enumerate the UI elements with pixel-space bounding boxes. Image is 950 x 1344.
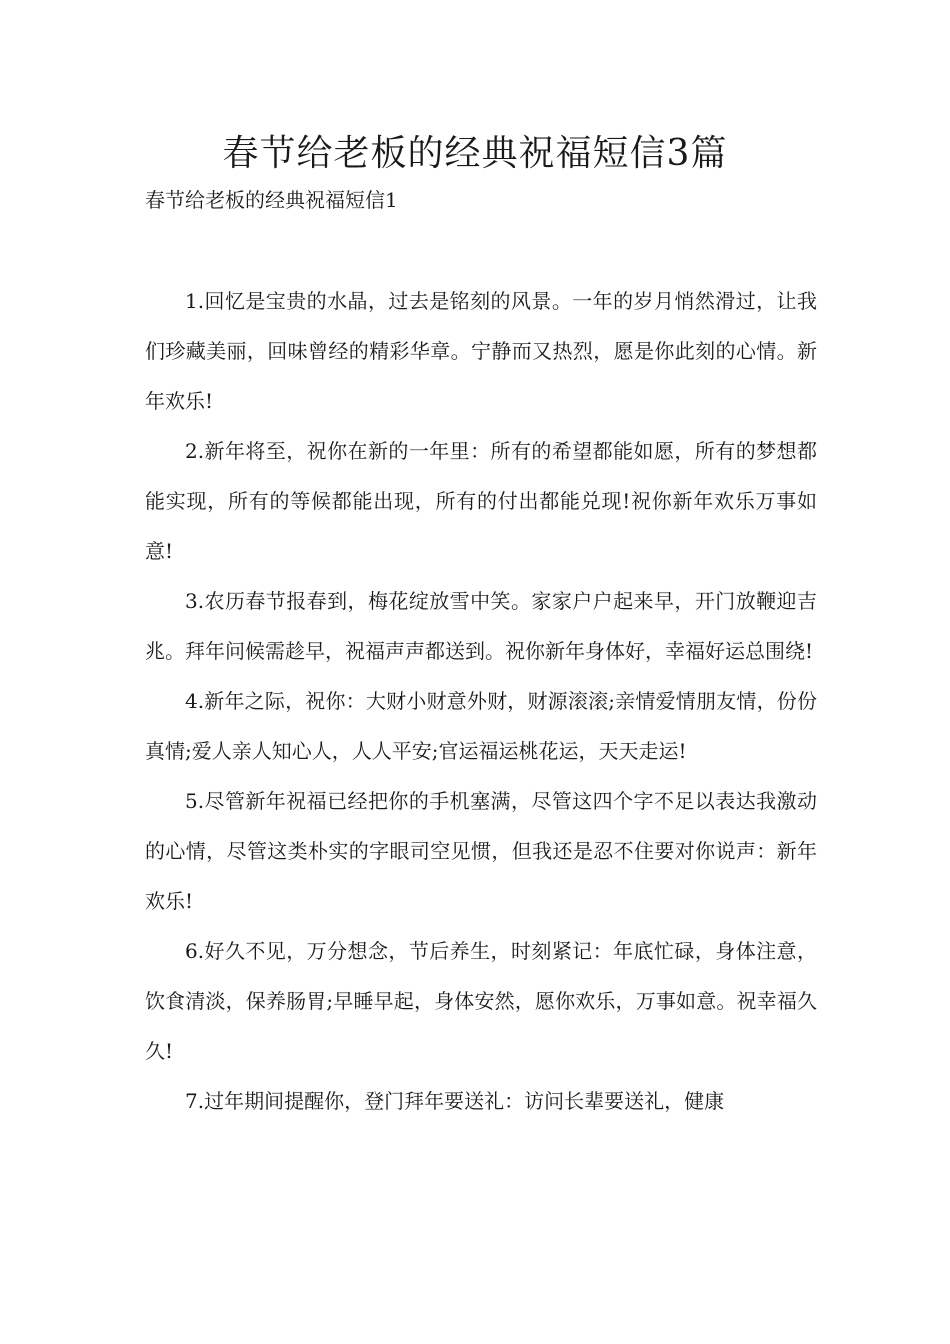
paragraph-5: 5.尽管新年祝福已经把你的手机塞满，尽管这四个字不足以表达我激动的心情，尽管这类朴实的字眼司空见惯，但我还是忍不住要对你说声：新年欢乐! [145, 789, 817, 913]
paragraph-7: 7.过年期间提醒你，登门拜年要送礼：访问长辈要送礼，健康 [185, 1089, 725, 1113]
section-heading: 春节给老板的经典祝福短信1 [145, 188, 398, 212]
paragraph-6: 6.好久不见，万分想念，节后养生，时刻紧记：年底忙碌，身体注意，饮食清淡，保养肠胃;早睡早起，身体安然，愿你欢乐，万事如意。祝幸福久久! [145, 939, 817, 1063]
paragraph-1: 1.回忆是宝贵的水晶，过去是铭刻的风景。一年的岁月悄然滑过，让我们珍藏美丽，回味曾经的精彩华章。宁静而又热烈，愿是你此刻的心情。新年欢乐! [145, 289, 817, 413]
paragraph-3: 3.农历春节报春到，梅花绽放雪中笑。家家户户起来早，开门放鞭迎吉兆。拜年问候需趁早，祝福声声都送到。祝你新年身体好，幸福好运总围绕! [145, 589, 817, 663]
paragraph-2: 2.新年将至，祝你在新的一年里：所有的希望都能如愿，所有的梦想都能实现，所有的等候都能出现，所有的付出都能兑现!祝你新年欢乐万事如意! [145, 439, 817, 563]
document-title: 春节给老板的经典祝福短信3篇 [222, 133, 728, 174]
paragraph-4: 4.新年之际，祝你：大财小财意外财，财源滚滚;亲情爱情朋友情，份份真情;爱人亲人知心人，人人平安;官运福运桃花运，天天走运! [145, 689, 817, 763]
document-body [145, 276, 817, 1126]
